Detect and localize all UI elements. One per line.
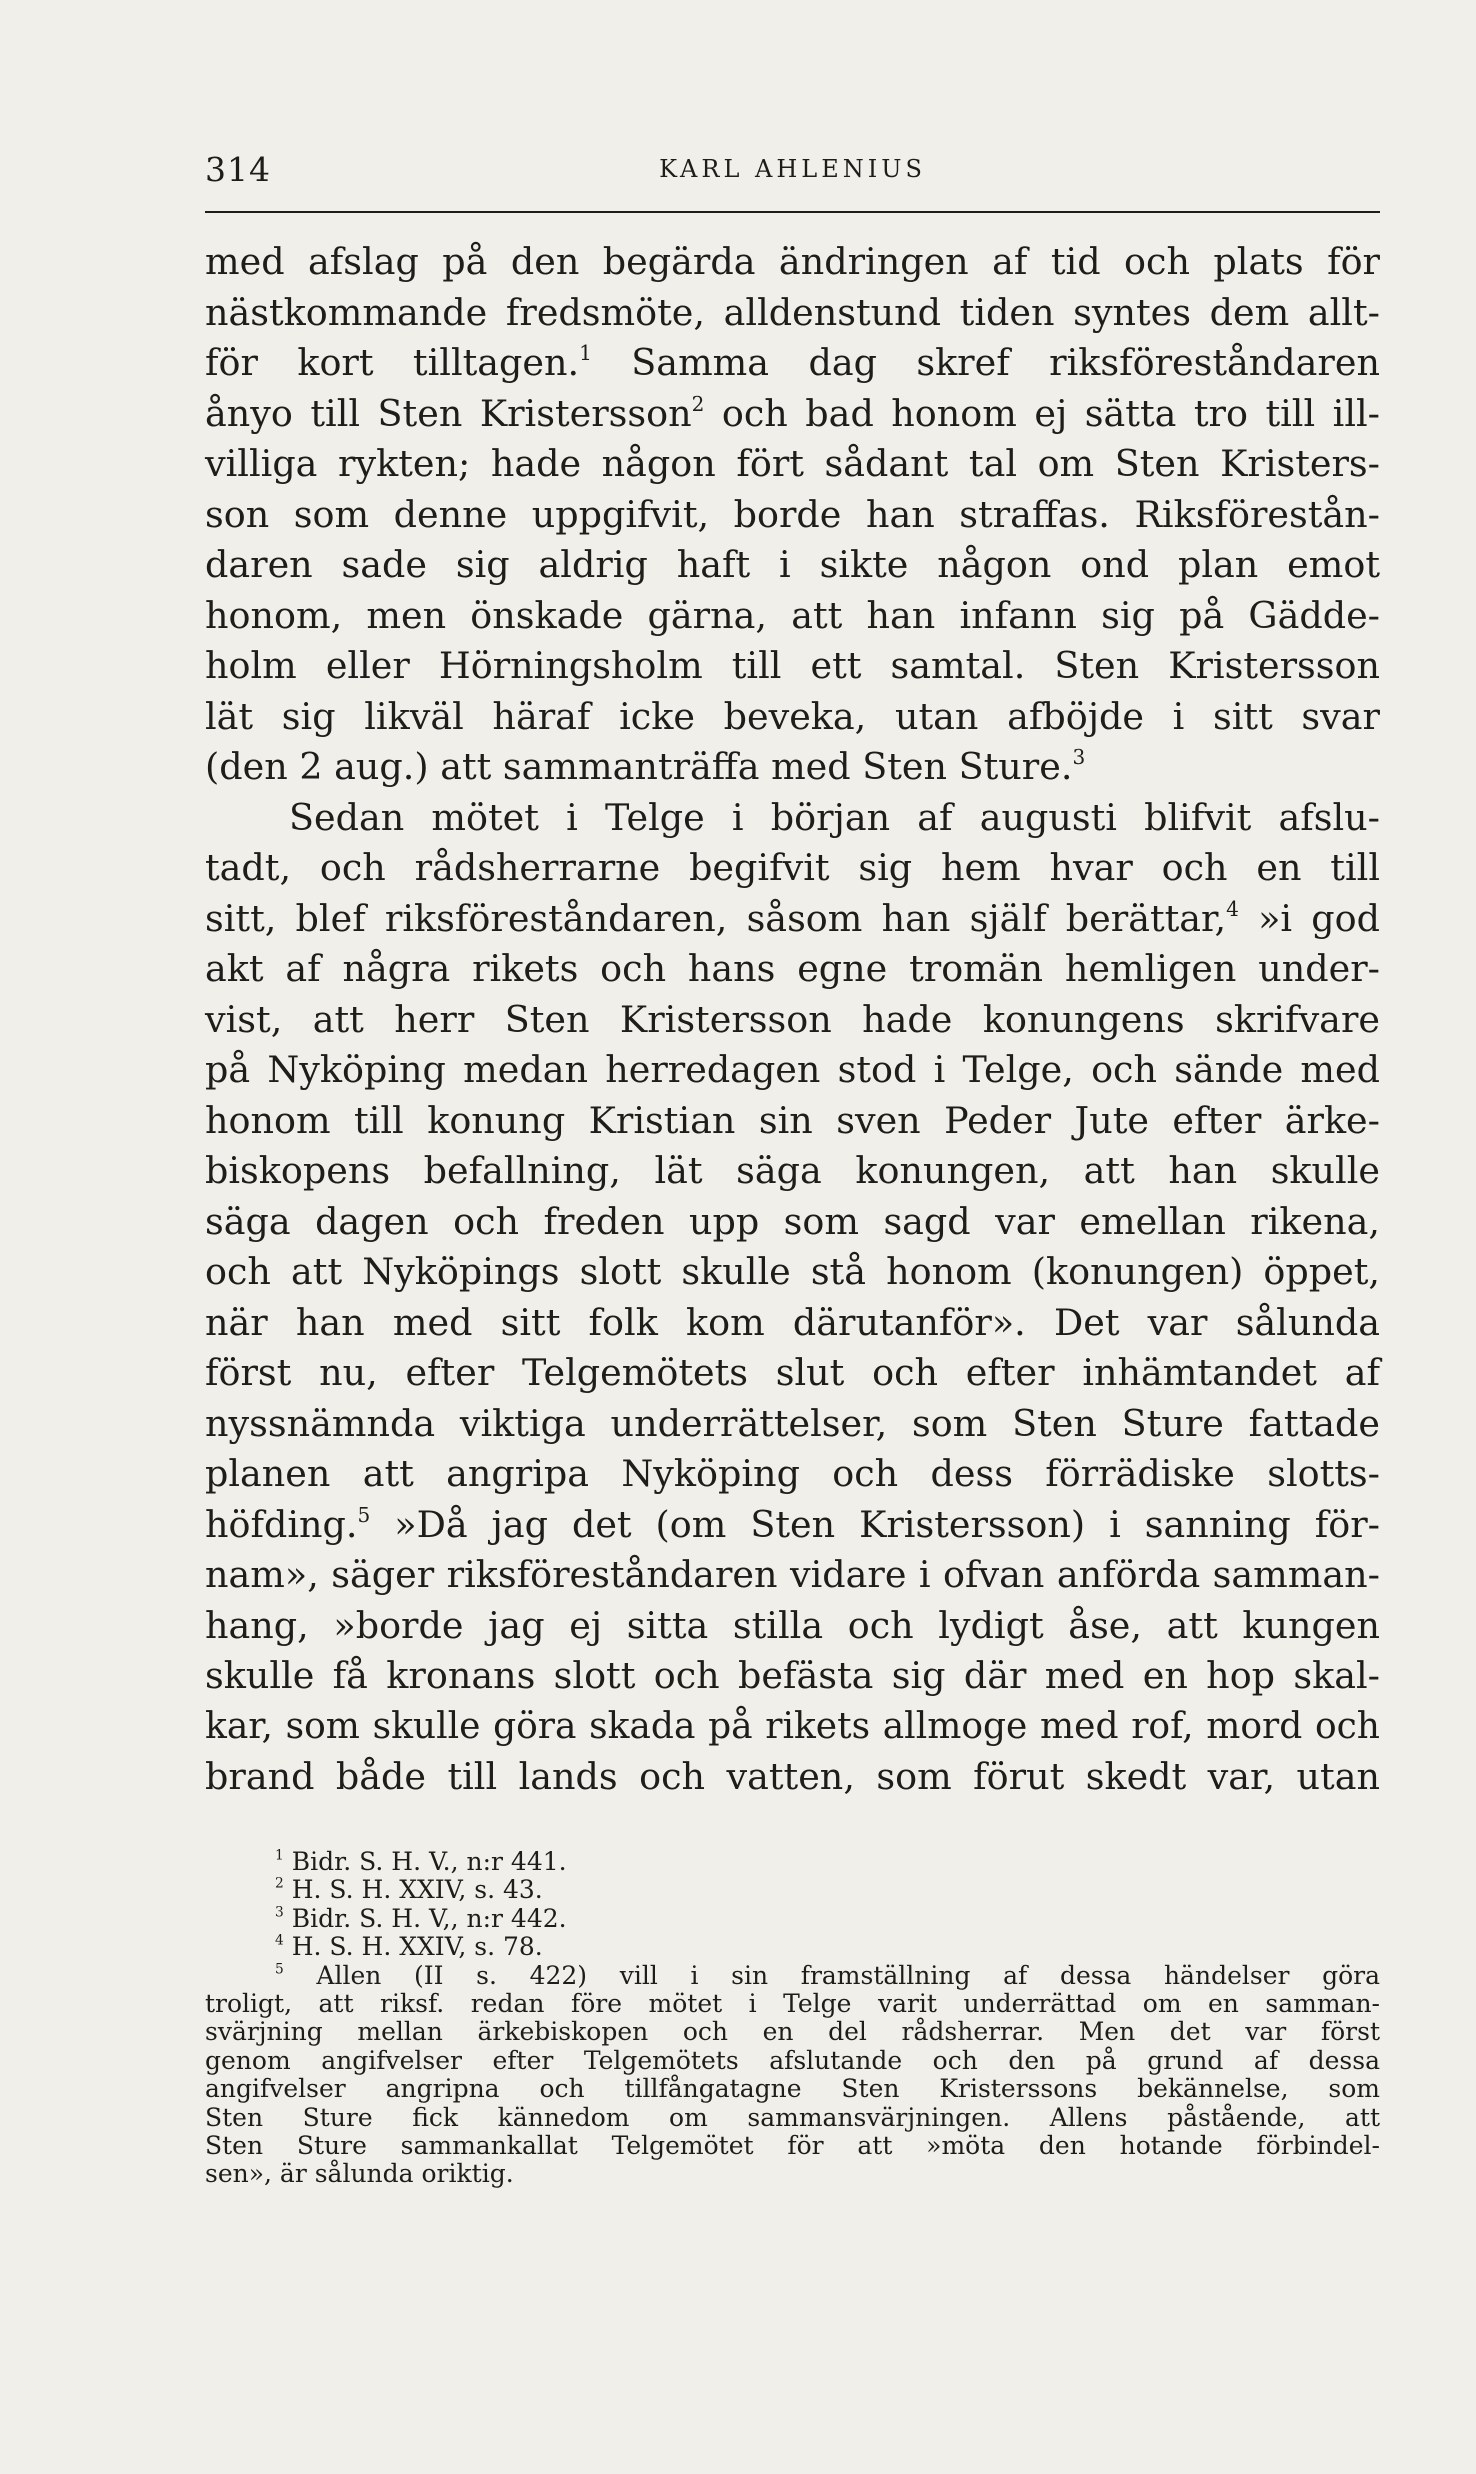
body-text — [205, 237, 1380, 1803]
text-line: akt af några rikets och hans egne tromän hemligen under- — [205, 947, 1380, 990]
text-line: planen att angripa Nyköping och dess förrädiske slotts- — [205, 1452, 1380, 1495]
footnote-continuation: svärjning mellan ärkebiskopen och en del rådsherrar. Men det var först — [205, 2017, 1380, 2047]
text-line: holm eller Hörningsholm till ett samtal. Sten Kristersson — [205, 644, 1380, 687]
footnote: $^1$ Bidr. S. H. V., n:r 441. — [275, 1847, 567, 1876]
text-line: med afslag på den begärda ändringen af tid och plats för — [205, 240, 1380, 283]
text-line: hang, »borde jag ej sitta stilla och lydigt åse, att kungen — [205, 1603, 1380, 1647]
text-line: först nu, efter Telgemötets slut och efter inhämtandet af — [205, 1351, 1380, 1394]
footnote: $^5$ Allen (II s. 422) vill i sin framställning af dessa händelser göra — [275, 1960, 1380, 1990]
text-line: sitt, blef riksföreståndaren, såsom han själf berättar,$^4$ »i god — [205, 896, 1380, 940]
text-line: lät sig likväl häraf icke beveka, utan afböjde i sitt svar — [205, 694, 1380, 738]
text-line: säga dagen och freden upp som sagd var emellan rikena, — [205, 1199, 1380, 1243]
text-line: honom, men önskade gärna, att han infann sig på Gädde- — [205, 593, 1380, 637]
footnote: $^2$ H. S. H. XXIV, s. 43. — [275, 1875, 543, 1905]
footnote-continuation: troligt, att riksf. redan före mötet i Telge varit underrättad om en samman- — [205, 1988, 1380, 2018]
text-line: vist, att herr Sten Kristersson hade konungens skrifvare — [205, 997, 1380, 1041]
text-line: och att Nyköpings slott skulle stå honom (konungen) öppet, — [205, 1250, 1380, 1293]
footnote-continuation: angifvelser angripna och tillfångatagne Sten Kristerssons bekännelse, som — [205, 2074, 1380, 2104]
text-line: nam», säger riksföreståndaren vidare i ofvan anförda samman- — [205, 1553, 1380, 1596]
footnote: $^4$ H. S. H. XXIV, s. 78. — [275, 1932, 543, 1962]
footnotes — [205, 1848, 1380, 2189]
footnote-continuation: Sten Sture sammankallat Telgemötet för att »möta den hotande förbindel- — [205, 2130, 1380, 2160]
text-line: på Nyköping medan herredagen stod i Telge, och sände med — [205, 1048, 1380, 1091]
text-line: nyssnämnda viktiga underrättelser, som Sten Sture fattade — [205, 1401, 1380, 1445]
text-line: tadt, och rådsherrarne begifvit sig hem hvar och en till — [205, 846, 1380, 889]
page-header — [205, 150, 1380, 200]
footnote: $^3$ Bidr. S. H. V,, n:r 442. — [275, 1903, 567, 1933]
text-line: nästkommande fredsmöte, alldenstund tiden syntes dem allt- — [205, 290, 1380, 334]
page-number: 314 — [205, 150, 271, 189]
footnote-continuation: Sten Sture fick kännedom om sammansvärjningen. Allens påstående, att — [205, 2102, 1380, 2132]
text-line: daren sade sig aldrig haft i sikte någon ond plan emot — [205, 543, 1380, 586]
text-line: skulle få kronans slott och befästa sig där med en hop skal- — [205, 1654, 1380, 1697]
text-line: biskopens befallning, lät säga konungen, att han skulle — [205, 1149, 1380, 1192]
text-line: honom till konung Kristian sin sven Peder Jute efter ärke- — [205, 1098, 1380, 1142]
text-line: för kort tilltagen.$^1$ Samma dag skref riksföreståndaren — [205, 340, 1380, 384]
text-line: kar, som skulle göra skada på rikets allmoge med rof, mord och — [205, 1705, 1380, 1747]
running-head: KARL AHLENIUS — [659, 155, 926, 183]
footnote-continuation: sen», är sålunda oriktig. — [205, 2159, 514, 2189]
text-line: (den 2 aug.) att sammanträffa med Sten Sture.$^3$ — [205, 744, 1086, 788]
text-line: brand både till lands och vatten, som förut skedt var, utan — [205, 1755, 1380, 1798]
text-line: höfding.$^5$ »Då jag det (om Sten Kristersson) i sanning för- — [205, 1502, 1380, 1546]
footnote-continuation: genom angifvelser efter Telgemötets afslutande och den på grund af dessa — [205, 2045, 1380, 2075]
text-line: villiga rykten; hade någon fört sådant tal om Sten Kristers- — [205, 442, 1380, 485]
text-line: ånyo till Sten Kristersson$^2$ och bad honom ej sätta tro till ill- — [205, 391, 1381, 435]
text-line: son som denne uppgifvit, borde han straffas. Riksförestån- — [205, 492, 1380, 536]
text-line: Sedan mötet i Telge i början af augusti blifvit afslu- — [289, 795, 1380, 839]
text-line: när han med sitt folk kom därutanför». Det var sålunda — [205, 1300, 1380, 1344]
header-rule — [205, 211, 1380, 213]
